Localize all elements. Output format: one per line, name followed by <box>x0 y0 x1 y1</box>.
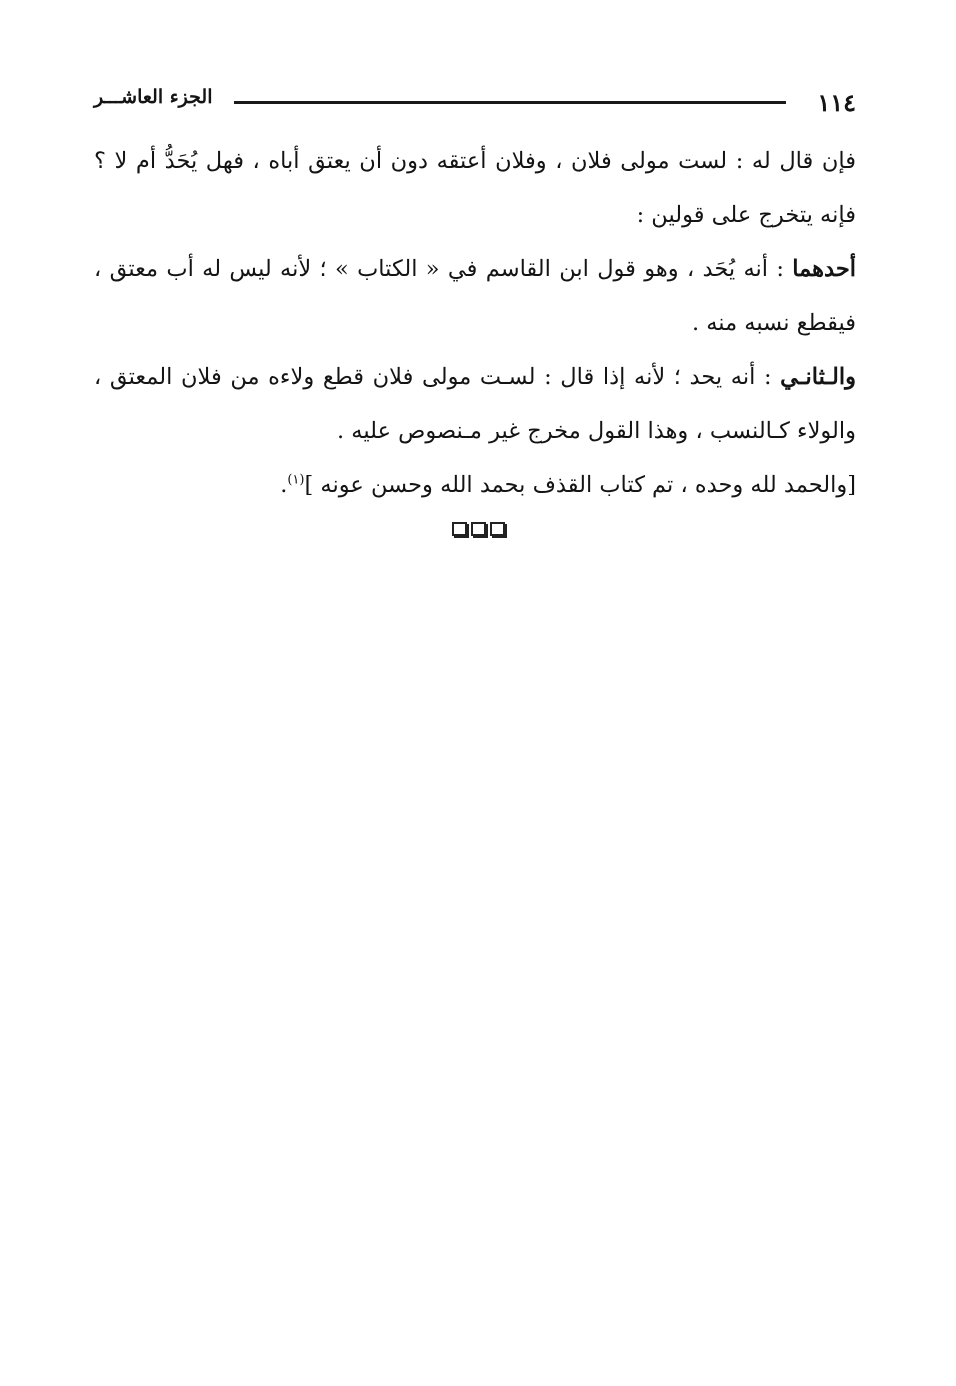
paragraph-second-opinion <box>94 350 856 512</box>
first-opinion-text: : أنه يُحَد ، وهو قول ابن القاسم في « الكتاب » ؛ لأنه ليس له أب معتق ، فيقطع نسبه منه . <box>94 256 856 336</box>
page-body <box>94 134 856 512</box>
square-ornament-icon <box>490 522 505 536</box>
triple-square-end-ornament-icon <box>0 522 956 536</box>
paragraph-question-text: فإن قال له : لست مولى فلان ، وفلان أعتقه دون أن يعتق أباه ، فهل يُحَدُّ أم لا ؟ فإنه يتخرج على قولين : <box>94 148 856 228</box>
closing-text: [والحمد لله وحده ، تم كتاب القذف بحمد الله وحسن عونه ] <box>304 472 856 498</box>
page-number: ١١٤ <box>817 88 856 117</box>
square-ornament-icon <box>452 522 467 536</box>
square-ornament-icon <box>471 522 486 536</box>
footnote-marker: (١) <box>287 472 305 488</box>
page-header <box>94 84 856 120</box>
second-opinion-heading: والـثانـي <box>780 364 856 390</box>
closing-line <box>94 458 856 512</box>
closing-period: . <box>280 472 288 498</box>
second-opinion-text: : أنه يحد ؛ لأنه إذا قال : لسـت مولى فلان قطع ولاءه من فلان المعتق ، والولاء كـالنسب ، وهذا القول مخرج غير مـنصوص عليه . <box>94 364 856 444</box>
running-title: الجزء العاشـــر <box>94 86 213 108</box>
paragraph-first-opinion <box>94 242 856 350</box>
header-rule <box>234 101 786 104</box>
paragraph-question <box>94 134 856 242</box>
first-opinion-heading: أحدهما <box>792 256 856 282</box>
